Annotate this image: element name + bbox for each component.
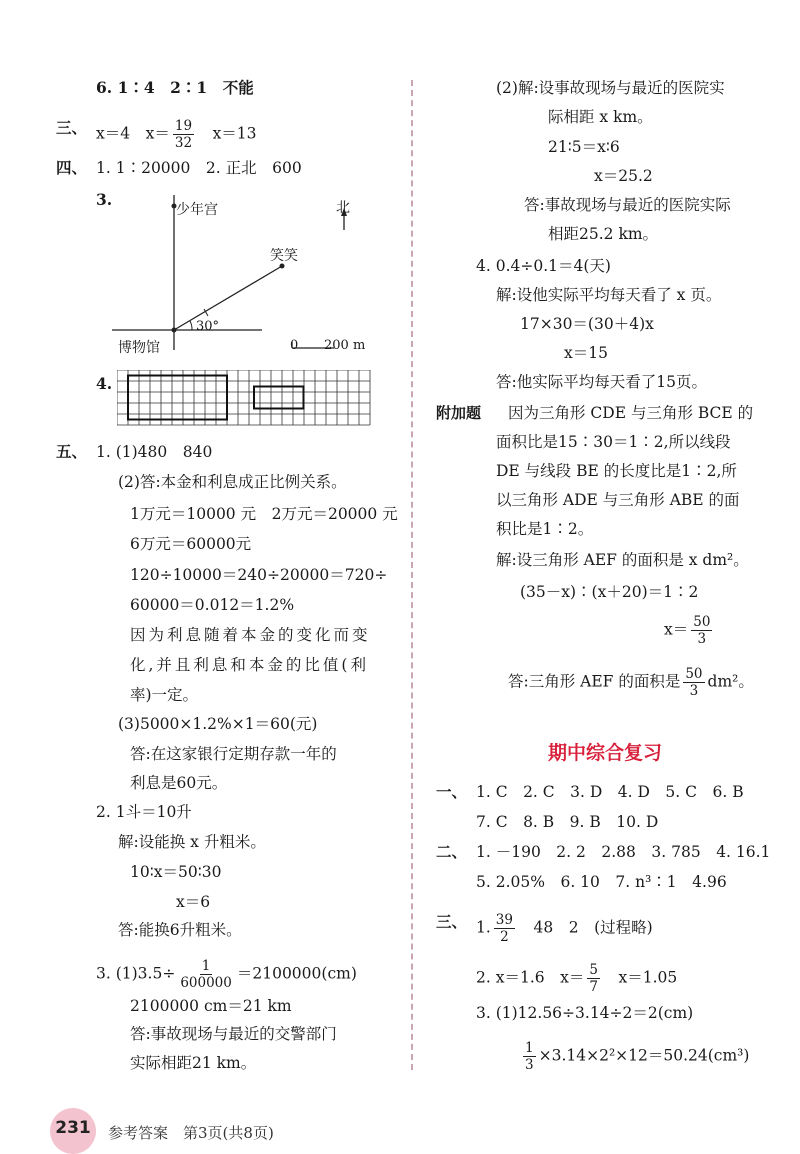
answer-line: DE 与线段 BE 的长度比是1∶2,所 [496,462,737,480]
answer-line: 120÷10000＝240÷20000＝720÷ [130,566,388,584]
column-divider [411,80,413,1070]
answer-line: 3. (1)12.56÷3.14÷2＝2(cm) [476,1004,694,1022]
answer-line: (3)5000×1.2%×1＝60(元) [118,715,318,733]
scale-label: 200 m [324,338,366,353]
answer-line: 相距25.2 km。 [548,225,659,243]
answer-line: 1. $\frac{39}{2}$ 48 2 (过程略) [476,912,653,945]
section-label: 三、 [436,912,468,931]
map-label: 笑笑 [270,248,298,264]
answer-line: $\frac{1}{3}$ ×3.14×2²×12＝50.24(cm³) [525,1040,750,1073]
map-label: 少年宫 [176,202,218,218]
answer-line: 答:能换6升粗米。 [118,921,242,939]
answer-line: 3. (1)3.5÷ $\frac{1}{600000}$ ＝2100000(cm) [96,958,357,991]
answer-line: 率)一定。 [130,686,199,704]
section-label: 三、 [56,118,88,137]
answer-line: 际相距 x km。 [548,108,653,126]
answer-line: 7. C 8. B 9. B 10. D [476,813,659,831]
section-title: 期中综合复习 [548,742,663,764]
answer-line: 答:事故现场与最近的交警部门 [130,1025,337,1043]
north-label: 北 [336,200,350,216]
grid-diagram [117,370,381,430]
map-diagram [112,190,392,355]
answer-line: 2100000 cm＝21 km [130,997,292,1015]
answer-line: 化,并且利息和本金的比值(利 [130,656,369,674]
answer-line: 以三角形 ADE 与三角形 ABE 的面 [496,491,740,509]
fraction: $\frac{1}{3}$ [525,1040,534,1073]
answer-line: 答:事故现场与最近的医院实际 [524,196,731,214]
answer-line: 5. 2.05% 6. 10 7. n³∶1 4.96 [476,873,727,891]
answer-line: x＝6 [176,893,211,911]
answer-line: 1. C 2. C 3. D 4. D 5. C 6. B [476,783,744,801]
answer-line: 答:三角形 AEF 的面积是 $\frac{50}{3}$ dm²。 [508,666,754,699]
answer-line: 1. 1∶20000 2. 正北 600 [96,159,302,177]
section-label: 一、 [436,782,468,801]
fraction: $\frac{5}{7}$ [589,962,598,995]
answer-line: 60000＝0.012＝1.2% [130,596,295,614]
answer-line: 2. 1斗＝10升 [96,803,192,821]
fraction: $\frac{39}{2}$ [495,912,513,945]
answer-line: x＝ $\frac{50}{3}$ [664,614,711,647]
answer-line: 1万元＝10000 元 2万元＝20000 元 [130,505,398,523]
answer-line: 实际相距21 km。 [130,1054,257,1072]
answer-line: 10∶x＝50∶30 [130,863,222,881]
answer-line: x＝25.2 [594,167,653,185]
answer-line: 解:设能换 x 升粗米。 [118,833,266,851]
answer-line: 利息是60元。 [130,774,228,792]
question-number: 3. [96,190,113,209]
footer-text: 参考答案 第3页(共8页) [108,1124,274,1142]
answer-line: 解:设他实际平均每天看了 x 页。 [496,286,722,304]
answer-line: (2)答:本金和利息成正比例关系。 [118,473,347,491]
fraction: $\frac{50}{3}$ [685,666,703,699]
scale-label: 0 [290,338,299,353]
answer-line: 答:在这家银行定期存款一年的 [130,745,337,763]
bonus-label: 附加题 [436,404,482,422]
answer-line: 6. 1∶4 2∶1 不能 [96,78,254,97]
section-label: 二、 [436,842,468,861]
answer-line: x＝4 x＝ $\frac{19}{32}$ x＝13 [96,118,257,151]
page-number: 231 [55,1118,91,1138]
answer-line: 17×30＝(30＋4)x [520,315,654,333]
section-label: 五、 [56,442,88,461]
angle-label: 30° [196,319,220,334]
answer-line: 积比是1∶2。 [496,520,594,538]
answer-line: 答:他实际平均每天看了15页。 [496,373,707,391]
answer-line: 4. 0.4÷0.1＝4(天) [476,257,611,275]
answer-line: 1. (1)480 840 [96,443,213,461]
answer-line: 面积比是15∶30＝1∶2,所以线段 [496,433,731,451]
map-label: 博物馆 [118,340,160,356]
fraction: $\frac{50}{3}$ [693,614,711,647]
answer-line: (2)解:设事故现场与最近的医院实 [496,79,725,97]
answer-line: 2. x＝1.6 x＝ $\frac{5}{7}$ x＝1.05 [476,962,678,995]
answer-line: 因为利息随着本金的变化而变 [130,626,371,644]
question-number: 4. [96,374,113,393]
section-label: 四、 [56,158,88,177]
answer-line: 因为三角形 CDE 与三角形 BCE 的 [508,404,754,422]
answer-line: x＝15 [564,344,608,362]
answer-line: 解:设三角形 AEF 的面积是 x dm²。 [496,551,749,569]
fraction: $\frac{19}{32}$ [174,118,193,151]
answer-line: 6万元＝60000元 [130,535,252,553]
answer-line: 1. －190 2. 2 2.88 3. 785 4. 16.1 [476,843,771,861]
answer-line: (35－x)∶(x＋20)＝1∶2 [520,583,699,601]
answer-line: 21∶5＝x∶6 [548,138,620,156]
fraction: $\frac{1}{600000}$ [180,958,232,991]
